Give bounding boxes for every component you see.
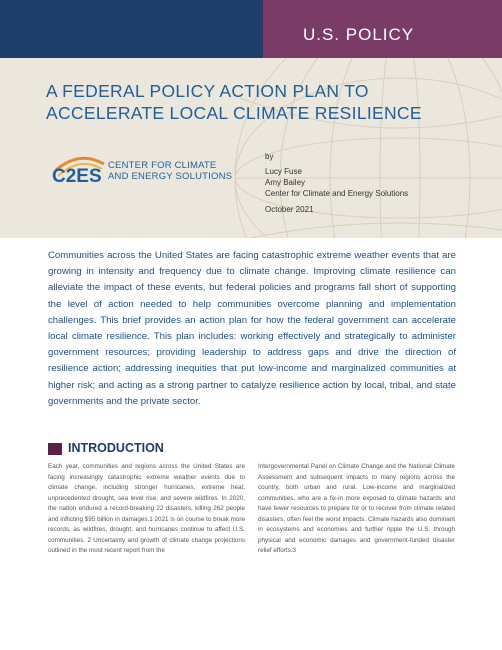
title-line-2: ACCELERATE LOCAL CLIMATE RESILIENCE — [46, 103, 422, 123]
intro-column-left: Each year, communities and regions across the United States are facing increasingly catastrophic extreme weather events due to climate change, including stronger hurricanes, extreme heat, unprecedented drought, sea level rise, and severe wildfires. In 2020, the nation endured a record-breaking 22 disasters, killing 262 people and inflicting $95 billion in damages.1 2021 is on course to break more records, as wildfires, drought, and hurricanes continue to affect U.S. communities. 2 Uncertainty and growth of climate change projections outlined in the most recent report from the — [48, 463, 245, 554]
byline — [265, 151, 408, 215]
organization-name — [108, 160, 232, 182]
document-title — [46, 80, 466, 124]
c2es-logo-icon — [50, 148, 110, 188]
section-label: U.S. POLICY — [263, 0, 502, 58]
intro-column-right: Intergovernmental Panel on Climate Change and the National Climate Assessment and subsequent impacts to many regions across the country, both urban and rural. Low-income and marginalized communities, who are a fix-in more exposed to climate hazards and have fewer resources to prepare for or to recover from climate related disasters, often feel the worst impacts. Climate hazards also dominant in ecosystems and economies and further ripple the U.S. through physical and economic damages and government-funded disaster relief efforts.3 — [258, 463, 455, 554]
title-line-1: A FEDERAL POLICY ACTION PLAN TO — [46, 81, 369, 101]
summary-paragraph: Communities across the United States are facing catastrophic extreme weather events that are growing in intensity and frequency due to climate change. Improving climate resilience can alleviate the impact of these events, but federal policies and programs fall short of supporting the level of action needed to help communities overcome planning and implementation challenges. This brief provides an action plan for how the federal government can accelerate local climate resilience. This plan includes: working effectively and strategically to administer government resources; providing leadership to address gaps and drive the direction of resilience action; addressing inequities that put low-income and marginalized communities at higher risk; and acting as a strong partner to catalyze resilience action by local, tribal, and state governments and the private sector. — [48, 250, 456, 407]
org-name-line-1: CENTER FOR CLIMATE — [108, 160, 217, 171]
org-name-line-2: AND ENERGY SOLUTIONS — [108, 171, 233, 182]
byline-by: by — [265, 152, 274, 161]
author-1: Lucy Fuse — [265, 167, 302, 176]
introduction-heading-text: INTRODUCTION — [68, 441, 164, 455]
heading-marker — [48, 443, 62, 455]
publication-date: October 2021 — [265, 205, 314, 214]
logo-text: C2ES — [52, 166, 102, 187]
author-2: Amy Bailey — [265, 178, 306, 187]
author-affiliation: Center for Climate and Energy Solutions — [265, 189, 409, 198]
